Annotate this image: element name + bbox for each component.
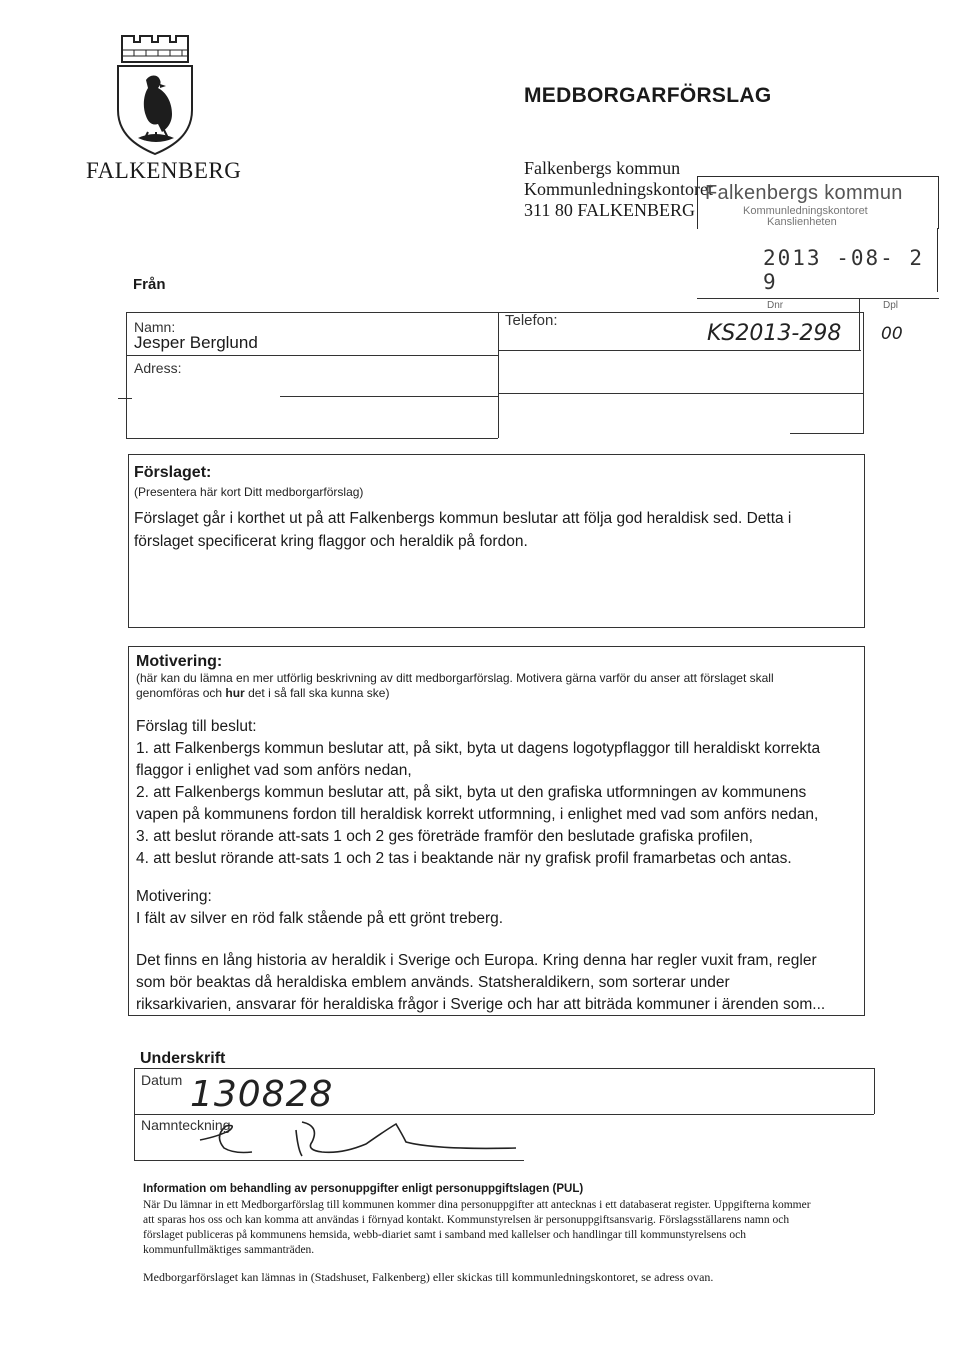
address-label: Adress: bbox=[134, 360, 182, 376]
proposal-heading: Förslaget: bbox=[134, 464, 212, 481]
document-title: MEDBORGARFÖRSLAG bbox=[524, 84, 772, 107]
history-line-1: Det finns en lång historia av heraldik i Sverige och Europa. Kring denna har regler vuxit fram, regler bbox=[136, 952, 817, 969]
name-label: Namn: bbox=[134, 319, 176, 335]
stamp-org: Falkenbergs kommun bbox=[705, 182, 903, 204]
signature-bottom-rule bbox=[134, 1160, 524, 1161]
motivation-text: I fält av silver en röd falk stående på ett grönt treberg. bbox=[136, 910, 504, 927]
stamp-unit: Kanslienheten bbox=[767, 216, 837, 228]
from-bottom-rule bbox=[126, 438, 498, 439]
recipient-address-line-2: Kommunledningskontoret bbox=[524, 179, 713, 199]
decision-line-6: 4. att beslut rörande att-sats 1 och 2 tas i beaktande när ny grafisk profil framarbetas och antas. bbox=[136, 850, 792, 867]
address-field-rule bbox=[280, 396, 498, 397]
from-middle-rule bbox=[498, 312, 499, 438]
stamp-dpl-value: 00 bbox=[881, 324, 903, 344]
from-left-rule bbox=[126, 312, 127, 438]
decision-heading: Förslag till beslut: bbox=[136, 718, 257, 735]
proposal-subtitle: (Presentera här kort Ditt medborgarförslag) bbox=[134, 485, 364, 499]
motivation-label: Motivering: bbox=[136, 888, 212, 905]
from-bottom-right-rule bbox=[790, 433, 863, 434]
signature-heading: Underskrift bbox=[140, 1050, 226, 1067]
pul-info-line-1: När Du lämnar in ett Medborgarförslag till kommunen kommer dina personuppgifter att antecknas i ett databaserat register. Uppgifterna kommer bbox=[143, 1199, 811, 1211]
decision-line-1: 1. att Falkenbergs kommun beslutar att, på sikt, byta ut dagens logotypflaggor till heraldiskt korrekta bbox=[136, 740, 821, 757]
address-right-rule bbox=[498, 393, 863, 394]
handwritten-signature[interactable] bbox=[196, 1110, 526, 1160]
motivation-subtitle-line-2: genomföras och hur det i så fall ska kunna ske) bbox=[136, 686, 390, 700]
motivation-subtitle-line-1: (här kan du lämna en mer utförlig beskrivning av ditt medborgarförslag. Motivera gärna varför du anser att förslaget skall bbox=[136, 671, 774, 685]
stamp-department: Kommunledningskontoret bbox=[743, 205, 868, 217]
signature-name-label: Namnteckning bbox=[141, 1117, 231, 1133]
proposal-text-line-1: Förslaget går i korthet ut på att Falkenbergs kommun beslutar att följa god heraldisk sed. Detta i bbox=[134, 510, 792, 527]
date-field[interactable]: 130828 bbox=[190, 1074, 334, 1115]
motivation-heading: Motivering: bbox=[136, 653, 223, 670]
org-name: FALKENBERG bbox=[86, 158, 242, 183]
decision-line-3: 2. att Falkenbergs kommun beslutar att, på sikt, byta ut den grafiska utformningen av kommunens bbox=[136, 784, 807, 801]
submission-note: Medborgarförslaget kan lämnas in (Stadshuset, Falkenberg) eller skickas till kommunledningskontoret, se adress ovan. bbox=[143, 1270, 714, 1284]
phone-field-rule bbox=[498, 350, 698, 351]
stamp-date: 2013 -08- 2 9 bbox=[763, 246, 925, 294]
pul-info-line-3: förslaget publiceras på kommunens hemsida, webb-diariet samt i samband med kallelser och handlingar till kommunstyrelsens och bbox=[143, 1229, 746, 1241]
proposal-text-line-2: förslaget specificerat kring flaggor och heraldik på fordon. bbox=[134, 533, 528, 550]
phone-label: Telefon: bbox=[505, 312, 558, 329]
pul-info-line-4: kommunfullmäktiges sammanträden. bbox=[143, 1244, 315, 1256]
recipient-address-line-3: 311 80 FALKENBERG bbox=[524, 200, 695, 220]
stamp-dpl-label: Dpl bbox=[883, 300, 899, 311]
decision-line-2: flaggor i enlighet vad som anförs nedan, bbox=[136, 762, 412, 779]
signature-top-rule bbox=[134, 1068, 874, 1069]
history-line-3: riksarkivarien, ansvarar för heraldiska frågor i Sverige och har att biträda kommuner i ärenden som... bbox=[136, 996, 826, 1013]
signature-right-rule bbox=[874, 1068, 875, 1114]
pul-info-line-2: att sparas hos oss och kan komma att användas i förnyad kontakt. Kommunstyrelsen är personuppgiftsansvarig. Förslagsställarens namn och bbox=[143, 1214, 790, 1226]
decision-line-4: vapen på kommunens fordon till heraldisk korrekt utformning, i enlighet med vad som anförs nedan, bbox=[136, 806, 819, 823]
address-tick bbox=[118, 398, 132, 399]
date-label: Datum bbox=[141, 1072, 183, 1088]
decision-line-5: 3. att beslut rörande att-sats 1 och 2 ges företräde framför den beslutade grafiska profilen, bbox=[136, 828, 753, 845]
history-line-2: som bör beaktas då heraldiska emblem används. Statsheraldikern, som sorterar under bbox=[136, 974, 730, 991]
falkenberg-coat-of-arms bbox=[112, 28, 202, 158]
name-field[interactable]: Jesper Berglund bbox=[134, 333, 258, 352]
name-field-rule bbox=[126, 355, 498, 356]
from-heading: Från bbox=[133, 276, 166, 293]
pul-info-heading: Information om behandling av personuppgifter enligt personuppgiftslagen (PUL) bbox=[143, 1183, 584, 1195]
receipt-stamp bbox=[697, 176, 941, 353]
from-top-rule bbox=[126, 312, 863, 313]
recipient-address-line-1: Falkenbergs kommun bbox=[524, 158, 681, 178]
stamp-dnr-label: Dnr bbox=[767, 300, 784, 311]
stamp-diary-number: KS2013-298 bbox=[707, 321, 842, 346]
from-right-rule bbox=[863, 312, 864, 434]
